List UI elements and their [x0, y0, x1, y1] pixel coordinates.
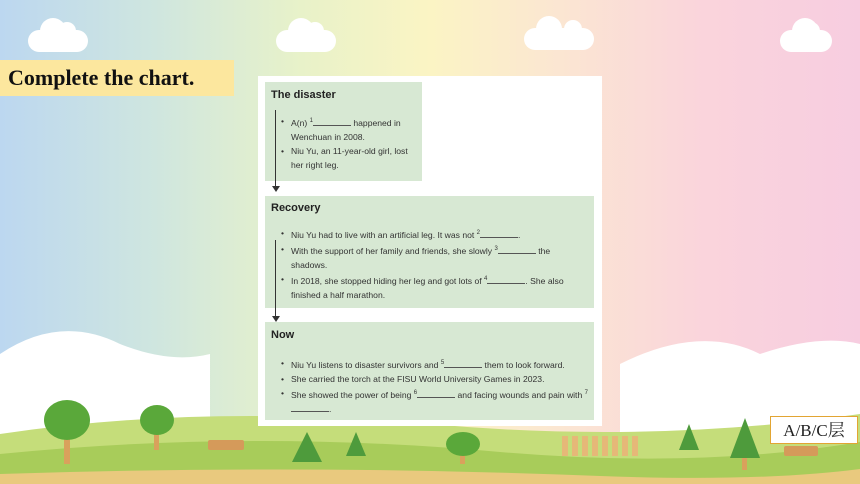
answer-blank[interactable]: [313, 116, 351, 126]
answer-blank[interactable]: [417, 388, 455, 398]
arrow-down-icon: [272, 316, 280, 322]
section-now: [265, 322, 594, 420]
list-item: • In 2018, she stopped hiding her leg and got lots of $^4$ . She also finished a half marathon.: [271, 272, 588, 302]
list-item: • She carried the torch at the FISU World University Games in 2023.: [271, 372, 588, 386]
list-item: • She showed the power of being $^6$ and facing wounds and pain with $^7$.: [271, 386, 588, 416]
instruction-label: Complete the chart.: [0, 60, 234, 96]
list-item: • Niu Yu listens to disaster survivors and $^5$ them to look forward.: [271, 356, 588, 372]
section-items: [271, 356, 588, 416]
section-heading: Now: [271, 329, 295, 341]
section-heading: Recovery: [271, 202, 321, 214]
list-item: • A(n) $^1$ happened in Wenchuan in 2008.: [271, 114, 416, 144]
fence-icon: [562, 436, 638, 456]
section-items: [271, 114, 416, 172]
level-badge: A/B/C层: [770, 416, 858, 444]
arrow-down-icon: [272, 186, 280, 192]
answer-blank[interactable]: [480, 228, 518, 238]
list-item: • Niu Yu had to live with an artificial leg. It was not $^2$ .: [271, 226, 588, 242]
answer-blank[interactable]: [291, 402, 329, 412]
pine-tree-icon: [292, 432, 322, 462]
answer-blank[interactable]: [444, 358, 482, 368]
section-recovery: [265, 196, 594, 308]
cloud-decoration: [28, 30, 88, 52]
answer-blank[interactable]: [487, 274, 525, 284]
section-disaster: [265, 82, 422, 181]
pine-tree-icon: [679, 424, 699, 450]
cloud-decoration: [780, 30, 832, 52]
section-heading: The disaster: [271, 89, 336, 101]
bench-icon: [784, 446, 818, 456]
tree-icon: [44, 400, 90, 440]
tree-icon: [446, 432, 480, 456]
pine-tree-icon: [346, 432, 366, 456]
flow-arrow-line: [275, 240, 276, 318]
list-item: • With the support of her family and friends, she slowly $^3$ the shadows.: [271, 242, 588, 272]
list-item: • Niu Yu, an 11-year-old girl, lost her right leg.: [271, 144, 416, 172]
tree-icon: [140, 405, 174, 435]
flow-arrow-line: [275, 110, 276, 186]
section-items: [271, 226, 588, 302]
answer-blank[interactable]: [498, 244, 536, 254]
pine-tree-icon: [730, 418, 760, 458]
cloud-decoration: [524, 28, 594, 50]
cloud-decoration: [276, 30, 336, 52]
bench-icon: [208, 440, 244, 450]
